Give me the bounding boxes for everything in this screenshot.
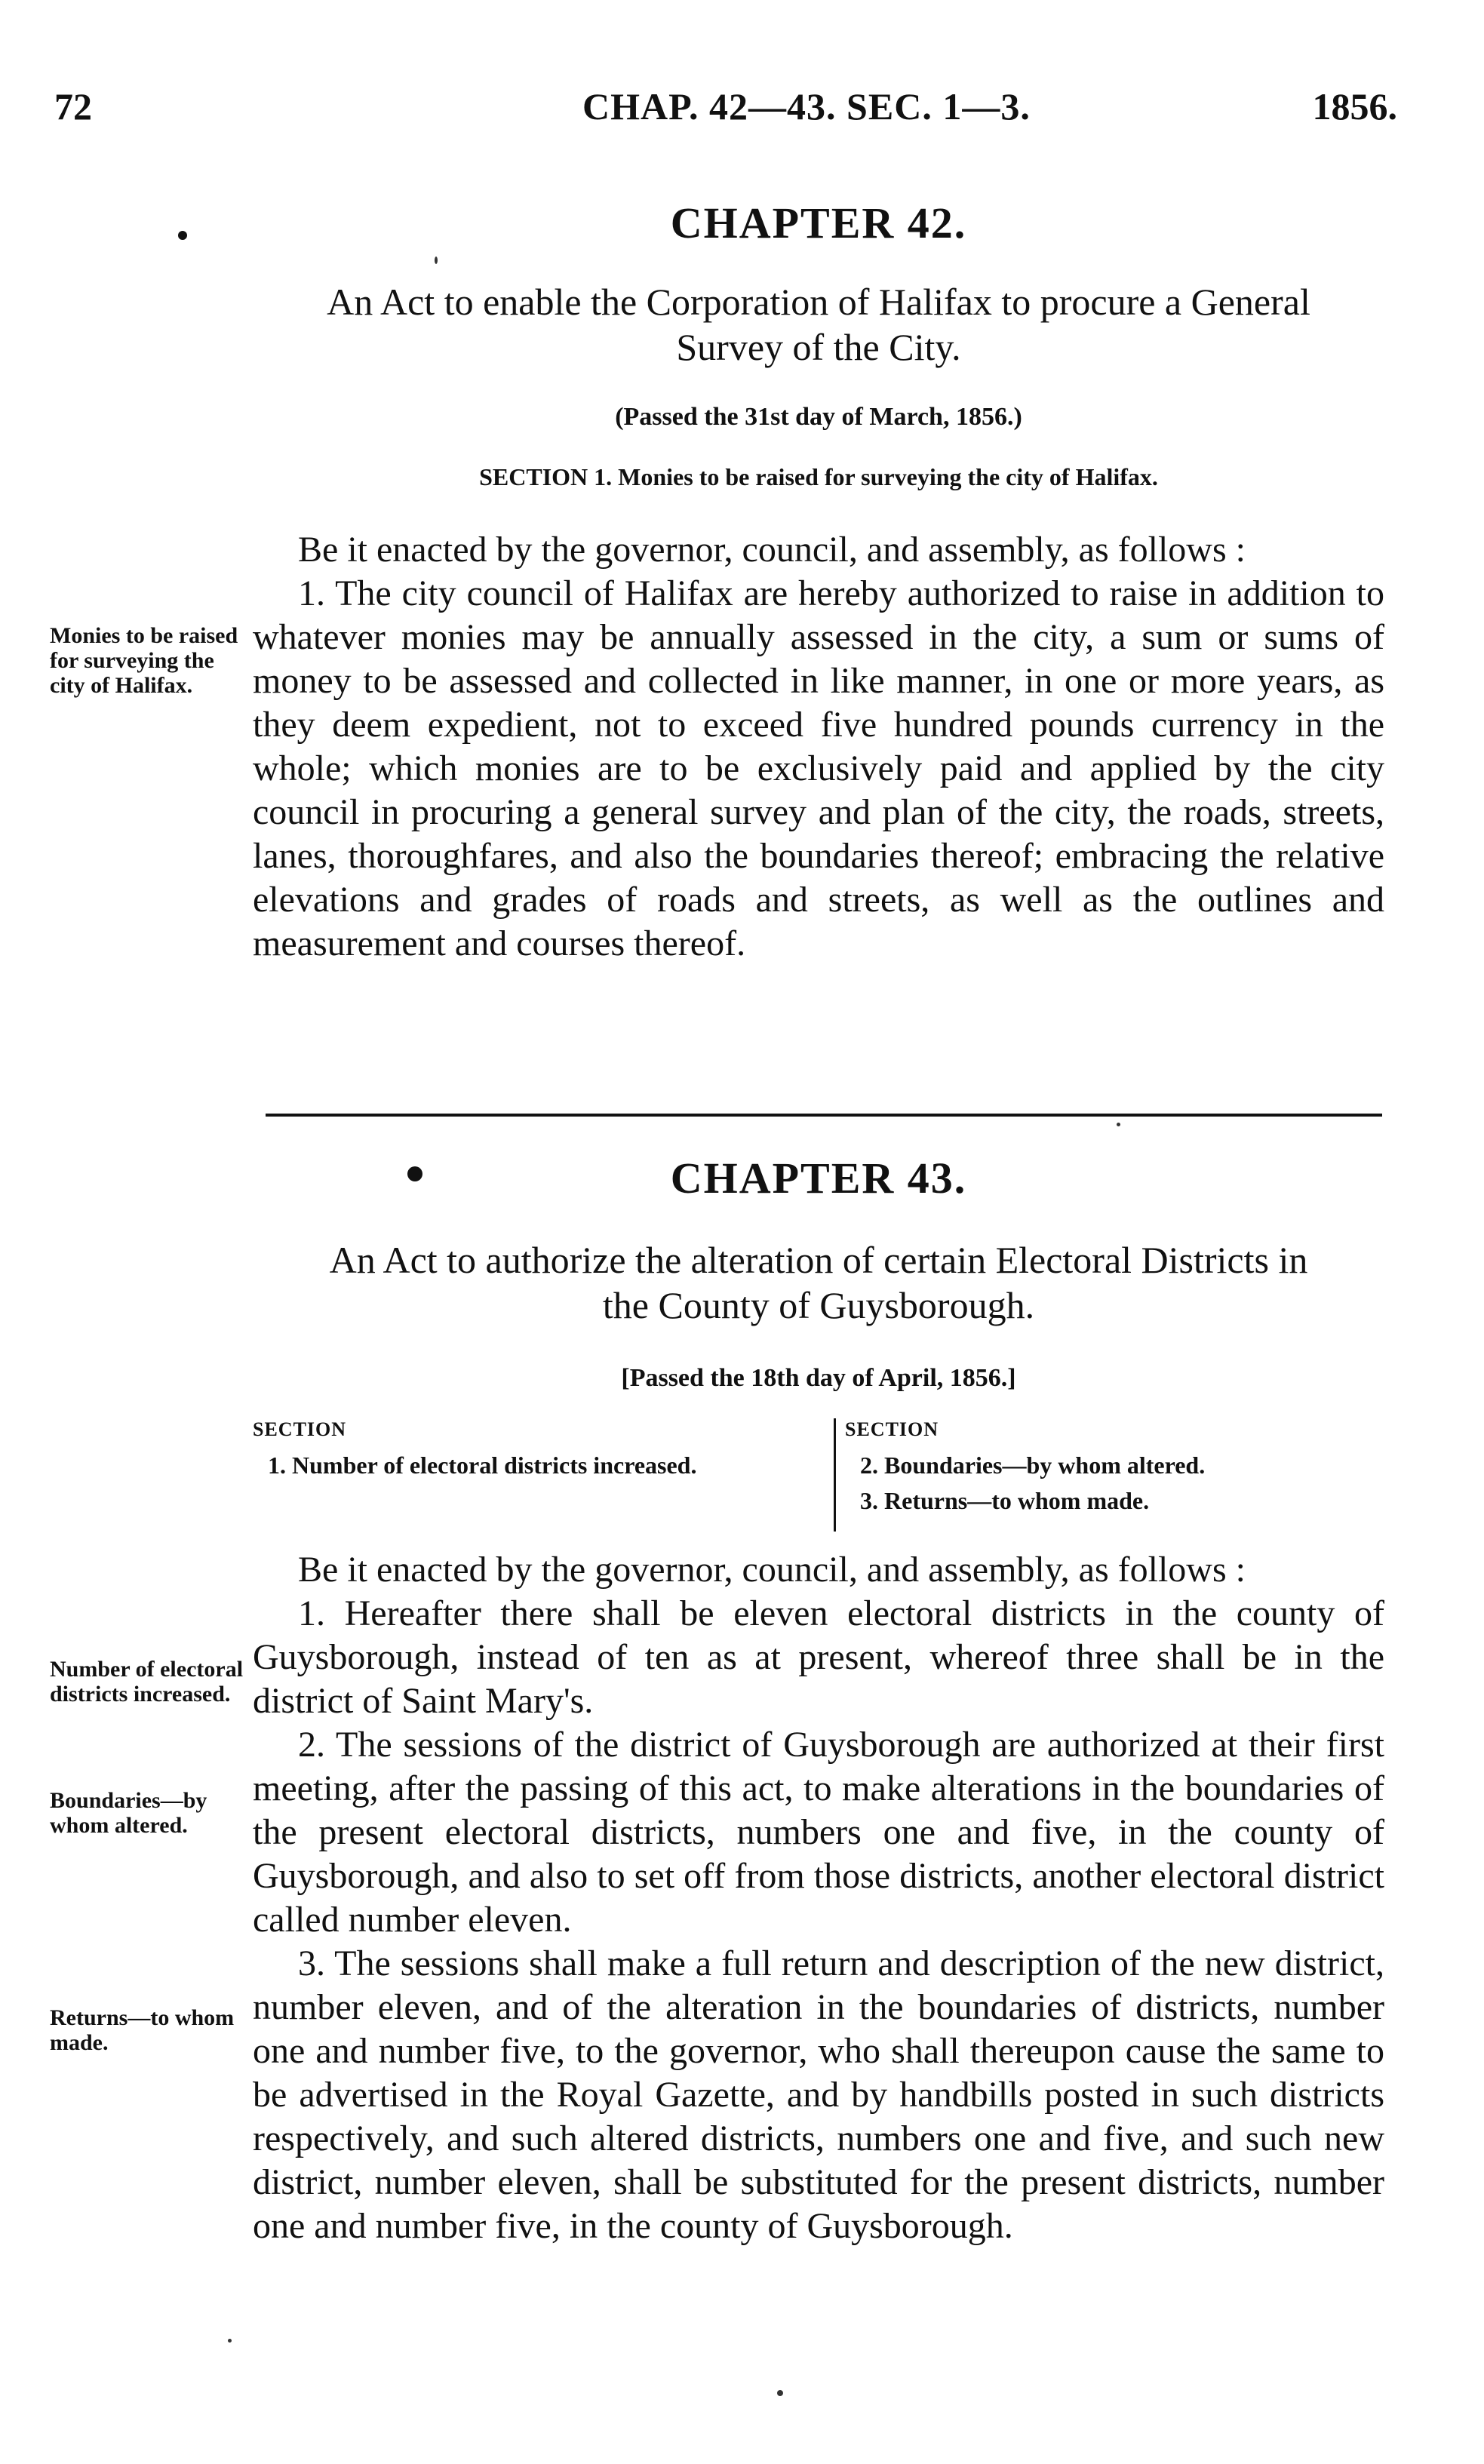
chapter-43-passed-date xyxy=(253,1364,1384,1393)
chapter-43 xyxy=(253,1153,1384,1203)
act-title-line-2: the County of Guysborough. xyxy=(602,1284,1035,1326)
margin-note-returns: Returns—to whom made. xyxy=(50,2005,235,2055)
chapter-42-body xyxy=(253,528,1384,966)
page-number: 72 xyxy=(54,85,92,128)
passed-date: (Passed the 31st day of March, 1856.) xyxy=(615,403,1022,431)
chapter-43-body xyxy=(253,1548,1384,2248)
act-title-line-1: An Act to authorize the alteration of certain Electoral Districts in xyxy=(329,1239,1308,1281)
section-1-text: 1. The city council of Halifax are hereby authorized to raise in addition to whatever monies may be annually assessed in the city, a sum or sums of money to be assessed and collected in like manner, in one or more years, as they deem expedient, not to exceed five hundred pounds currency in the whole; which monies are to be exclusively paid and applied by the city council in procuring a general survey and plan of the city, the roads, streets, lanes, thoroughfares, and also the boundaries thereof; embracing the relative elevations and grades of roads and streets, as well as the outlines and measurement and courses thereof. xyxy=(253,573,1384,963)
contents-left-item: 1. Number of electoral districts increased. xyxy=(268,1452,697,1479)
contents-right-heading: SECTION xyxy=(845,1418,939,1440)
chapter-42-contents xyxy=(253,463,1384,491)
contents-right-item-1: 2. Boundaries—by whom altered. xyxy=(860,1452,1206,1479)
scan-speck xyxy=(435,257,438,264)
chapter-divider-rule xyxy=(266,1114,1382,1117)
running-head-year: 1856. xyxy=(1312,85,1397,128)
chapter-43-title: CHAPTER 43. xyxy=(670,1154,967,1203)
enacting-clause: Be it enacted by the governor, council, and assembly, as follows : xyxy=(298,1550,1246,1590)
decorative-dot xyxy=(178,231,187,240)
act-title-line-1: An Act to enable the Corporation of Halifax to procure a General xyxy=(327,281,1310,323)
chapter-43-act-title xyxy=(253,1237,1384,1328)
margin-note-number-of-districts: Number of electoral districts increased. xyxy=(50,1657,244,1707)
enacting-clause: Be it enacted by the governor, council, and assembly, as follows : xyxy=(298,530,1246,570)
scan-speck xyxy=(1117,1123,1120,1126)
section-3-text: 3. The sessions shall make a full return and description of the new district, number eleven, and of the alteration in the boundaries of districts, number one and number five, to the governor, who shall thereupon cause the same to be advertised in the Royal Gazette, and by handbills posted in such districts respectively, and such altered districts, numbers one and five, and such new district, number eleven, shall be substituted for the present districts, number one and number five, in the county of Guysborough. xyxy=(253,1943,1384,2246)
running-head xyxy=(54,84,1397,137)
contents-right-item-2: 3. Returns—to whom made. xyxy=(860,1487,1150,1514)
passed-date: [Passed the 18th day of April, 1856.] xyxy=(621,1364,1016,1392)
chapter-42-title: CHAPTER 42. xyxy=(670,198,967,247)
running-head-chapter-section: CHAP. 42—43. SEC. 1—3. xyxy=(582,85,1031,128)
section-2-text: 2. The sessions of the district of Guysborough are authorized at their first meeting, after the passing of this act, to make alterations in the boundaries of the present electoral districts, numbers one and five, in the county of Guysborough, and also to set off from those districts, another electoral district called number eleven. xyxy=(253,1725,1384,1940)
contents-line: SECTION 1. Monies to be raised for surveying the city of Halifax. xyxy=(479,463,1158,490)
margin-note-monies: Monies to be raised for surveying the city of Halifax. xyxy=(50,623,238,698)
contents-left-heading: SECTION xyxy=(253,1418,347,1440)
contents-right-column xyxy=(834,1418,1396,1532)
act-title-line-2: Survey of the City. xyxy=(676,326,961,368)
margin-note-boundaries: Boundaries—by whom altered. xyxy=(50,1788,207,1838)
section-1-text: 1. Hereafter there shall be eleven electoral districts in the county of Guysborough, instead of ten as at present, whereof three shall be in the district of Saint Mary's. xyxy=(253,1593,1384,1721)
chapter-42 xyxy=(253,198,1384,248)
scan-speck xyxy=(228,2339,232,2343)
contents-left-column xyxy=(253,1418,834,1479)
scan-speck xyxy=(777,2390,783,2396)
chapter-42-act-title xyxy=(253,279,1384,370)
chapter-42-passed-date xyxy=(253,403,1384,432)
